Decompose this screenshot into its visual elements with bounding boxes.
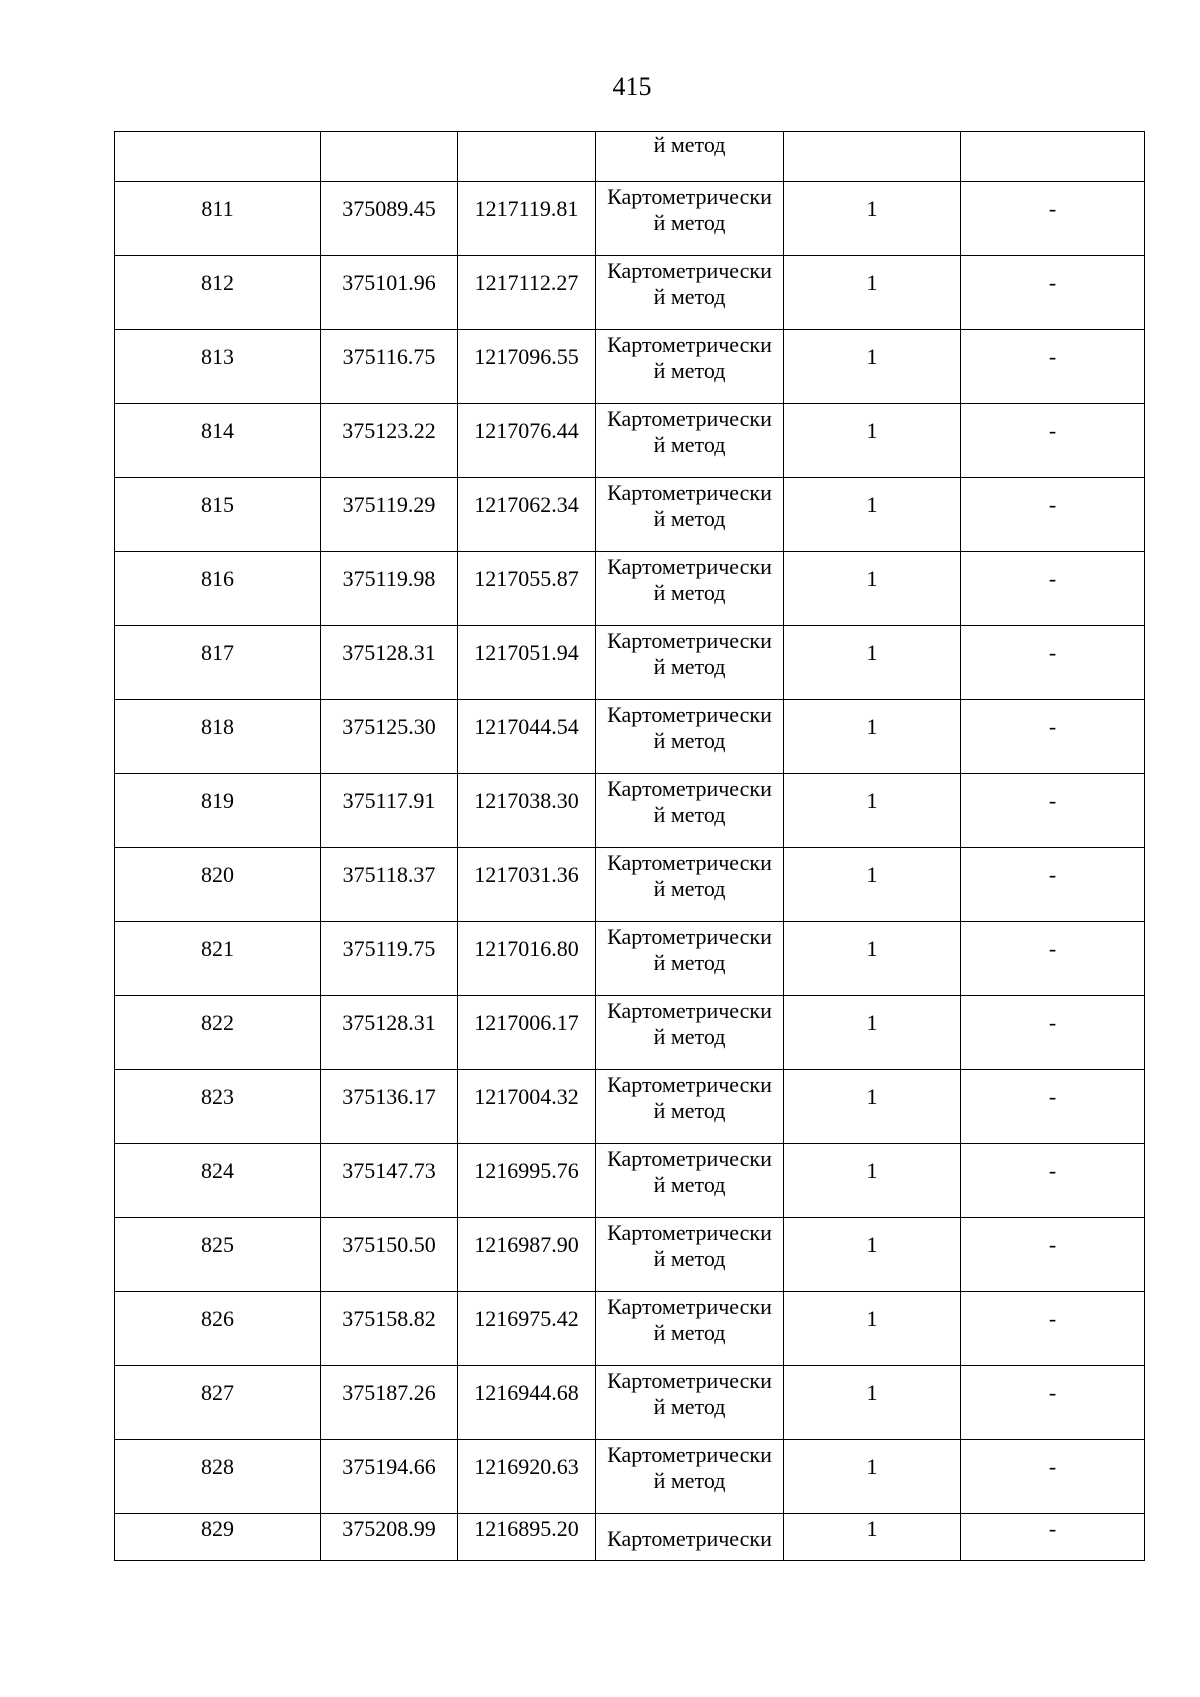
cell-y: 1217044.54 (458, 700, 596, 774)
cell-x: 375136.17 (321, 1070, 458, 1144)
cell-y: 1217016.80 (458, 922, 596, 996)
method-line-1: Картометрически (607, 1072, 772, 1097)
cell-y: 1217076.44 (458, 404, 596, 478)
table-row (115, 1366, 1145, 1440)
cell-y: 1217031.36 (458, 848, 596, 922)
cell-precision: 1 (784, 922, 961, 996)
cell-point-id: 819 (115, 774, 321, 848)
table-row (115, 182, 1145, 256)
method-line-2: й метод (653, 580, 726, 605)
cell-point-id: 824 (115, 1144, 321, 1218)
cell-precision: 1 (784, 330, 961, 404)
cell-point-id: 825 (115, 1218, 321, 1292)
cell-x: 375128.31 (321, 996, 458, 1070)
cell-y: 1217055.87 (458, 552, 596, 626)
method-line-1: Картометрически (607, 554, 772, 579)
table-row (115, 1218, 1145, 1292)
method-line-1: Картометрически (607, 1294, 772, 1319)
method-line-2: й метод (653, 1320, 726, 1345)
method-line-2: й метод (653, 1172, 726, 1197)
cell-x: 375125.30 (321, 700, 458, 774)
cell-precision: 1 (784, 1366, 961, 1440)
method-line-2: й метод (653, 210, 726, 235)
cell-precision: 1 (784, 1070, 961, 1144)
cell-note: - (961, 996, 1145, 1070)
table-row (115, 256, 1145, 330)
table-row (115, 774, 1145, 848)
coordinates-table (114, 131, 1145, 1561)
method-line-2: й метод (653, 950, 726, 975)
cell-y: 1216987.90 (458, 1218, 596, 1292)
cell-method (596, 1440, 784, 1514)
cell-y: 1217112.27 (458, 256, 596, 330)
cell-y (458, 132, 596, 182)
method-line-1: Картометрически (607, 998, 772, 1023)
cell-method (596, 182, 784, 256)
cell-x (321, 132, 458, 182)
cell-precision: 1 (784, 1514, 961, 1561)
cell-precision: 1 (784, 478, 961, 552)
cell-precision: 1 (784, 1218, 961, 1292)
cell-y: 1217119.81 (458, 182, 596, 256)
cell-note: - (961, 330, 1145, 404)
method-line-2: й метод (653, 1394, 726, 1419)
cell-method (596, 404, 784, 478)
cell-precision: 1 (784, 404, 961, 478)
cell-x: 375101.96 (321, 256, 458, 330)
cell-method (596, 552, 784, 626)
method-line-2: й метод (653, 876, 726, 901)
method-line-1: Картометрически (607, 850, 772, 875)
method-line-1: Картометрически (607, 702, 772, 727)
method-line-1: Картометрически (607, 258, 772, 283)
cell-x: 375119.75 (321, 922, 458, 996)
cell-precision: 1 (784, 848, 961, 922)
cell-method: Картометрически (596, 1514, 784, 1561)
cell-point-id: 814 (115, 404, 321, 478)
cell-y: 1217051.94 (458, 626, 596, 700)
cell-precision: 1 (784, 1440, 961, 1514)
cell-method (596, 848, 784, 922)
method-line-2: й метод (653, 432, 726, 457)
cell-note: - (961, 922, 1145, 996)
cell-y: 1216944.68 (458, 1366, 596, 1440)
cell-precision: 1 (784, 700, 961, 774)
method-line-2: й метод (653, 1246, 726, 1271)
table-row (115, 700, 1145, 774)
cell-x: 375119.29 (321, 478, 458, 552)
cell-note (961, 132, 1145, 182)
cell-point-id: 826 (115, 1292, 321, 1366)
table-row (115, 1292, 1145, 1366)
table-row (115, 1144, 1145, 1218)
cell-note: - (961, 1144, 1145, 1218)
cell-method (596, 1144, 784, 1218)
cell-x: 375158.82 (321, 1292, 458, 1366)
cell-note: - (961, 1366, 1145, 1440)
table-row (115, 848, 1145, 922)
table-row (115, 922, 1145, 996)
cell-y: 1217062.34 (458, 478, 596, 552)
method-line-2: й метод (653, 728, 726, 753)
cell-point-id: 822 (115, 996, 321, 1070)
method-line-2: й метод (653, 506, 726, 531)
cell-y: 1217038.30 (458, 774, 596, 848)
cell-method: й метод (596, 132, 784, 182)
cell-y: 1217096.55 (458, 330, 596, 404)
method-line-2: й метод (653, 358, 726, 383)
cell-method (596, 1366, 784, 1440)
method-line-1: Картометрически (607, 924, 772, 949)
cell-note: - (961, 700, 1145, 774)
cell-method (596, 256, 784, 330)
cell-precision: 1 (784, 552, 961, 626)
method-line-1: Картометрически (607, 1368, 772, 1393)
cell-x: 375119.98 (321, 552, 458, 626)
cell-point-id: 818 (115, 700, 321, 774)
cell-point-id: 811 (115, 182, 321, 256)
cell-method (596, 626, 784, 700)
cell-method (596, 1292, 784, 1366)
cell-precision (784, 132, 961, 182)
cell-note: - (961, 1440, 1145, 1514)
cell-point-id: 829 (115, 1514, 321, 1561)
cell-note: - (961, 774, 1145, 848)
cell-note: - (961, 478, 1145, 552)
method-line-1: Картометрически (607, 628, 772, 653)
cell-y: 1217004.32 (458, 1070, 596, 1144)
method-line-1: Картометрически (607, 1146, 772, 1171)
cell-precision: 1 (784, 626, 961, 700)
method-line-1: Картометрически (607, 1442, 772, 1467)
cell-method (596, 922, 784, 996)
table-row (115, 626, 1145, 700)
cell-note: - (961, 1070, 1145, 1144)
cell-note: - (961, 1292, 1145, 1366)
method-line-2: й метод (653, 1468, 726, 1493)
cell-point-id: 828 (115, 1440, 321, 1514)
table-row (115, 552, 1145, 626)
cell-y: 1216920.63 (458, 1440, 596, 1514)
method-line-2: й метод (653, 1024, 726, 1049)
table-row-last (115, 1514, 1145, 1561)
table-row (115, 330, 1145, 404)
cell-point-id: 813 (115, 330, 321, 404)
cell-note: - (961, 404, 1145, 478)
cell-method (596, 700, 784, 774)
cell-method (596, 774, 784, 848)
cell-x: 375116.75 (321, 330, 458, 404)
cell-point-id: 827 (115, 1366, 321, 1440)
cell-point-id: 820 (115, 848, 321, 922)
page-number: 415 (612, 72, 652, 101)
cell-y: 1216975.42 (458, 1292, 596, 1366)
cell-y: 1216895.20 (458, 1514, 596, 1561)
cell-precision: 1 (784, 182, 961, 256)
cell-x: 375089.45 (321, 182, 458, 256)
cell-precision: 1 (784, 256, 961, 330)
cell-point-id: 823 (115, 1070, 321, 1144)
cell-point-id: 816 (115, 552, 321, 626)
cell-method (596, 330, 784, 404)
cell-method (596, 996, 784, 1070)
cell-method (596, 1218, 784, 1292)
cell-note: - (961, 182, 1145, 256)
cell-x: 375194.66 (321, 1440, 458, 1514)
method-line-1: Картометрически (607, 1220, 772, 1245)
table-row (115, 996, 1145, 1070)
cell-x: 375150.50 (321, 1218, 458, 1292)
cell-note: - (961, 626, 1145, 700)
cell-note: - (961, 552, 1145, 626)
table-body (115, 132, 1145, 1561)
cell-point-id: 815 (115, 478, 321, 552)
method-line-1: Картометрически (607, 332, 772, 357)
cell-point-id: 821 (115, 922, 321, 996)
cell-point-id (115, 132, 321, 182)
table-row (115, 404, 1145, 478)
method-line-1: Картометрически (607, 406, 772, 431)
method-line-2: й метод (653, 1098, 726, 1123)
cell-x: 375187.26 (321, 1366, 458, 1440)
continuation-row (115, 132, 1145, 182)
cell-precision: 1 (784, 1292, 961, 1366)
cell-point-id: 817 (115, 626, 321, 700)
cell-x: 375128.31 (321, 626, 458, 700)
cell-x: 375117.91 (321, 774, 458, 848)
method-line-2: й метод (653, 654, 726, 679)
method-line-1: Картометрически (607, 776, 772, 801)
cell-x: 375123.22 (321, 404, 458, 478)
method-line-2: й метод (653, 802, 726, 827)
cell-note: - (961, 256, 1145, 330)
cell-note: - (961, 848, 1145, 922)
cell-precision: 1 (784, 774, 961, 848)
cell-precision: 1 (784, 1144, 961, 1218)
cell-precision: 1 (784, 996, 961, 1070)
cell-y: 1216995.76 (458, 1144, 596, 1218)
cell-x: 375147.73 (321, 1144, 458, 1218)
cell-method (596, 1070, 784, 1144)
method-line-1: Картометрически (607, 184, 772, 209)
cell-note: - (961, 1218, 1145, 1292)
cell-point-id: 812 (115, 256, 321, 330)
cell-note: - (961, 1514, 1145, 1561)
method-line-1: Картометрически (607, 480, 772, 505)
table-row (115, 1440, 1145, 1514)
cell-x: 375118.37 (321, 848, 458, 922)
table-row (115, 1070, 1145, 1144)
method-line-2: й метод (653, 284, 726, 309)
table-row (115, 478, 1145, 552)
cell-x: 375208.99 (321, 1514, 458, 1561)
cell-y: 1217006.17 (458, 996, 596, 1070)
cell-method (596, 478, 784, 552)
